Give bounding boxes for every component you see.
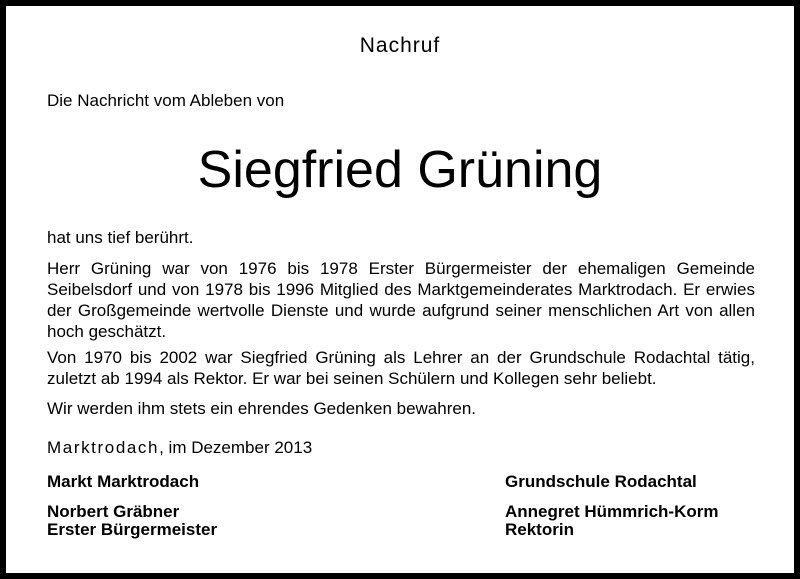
signatory-person-right: Annegret Hümmrich-Korm (505, 502, 719, 521)
place-name: Marktrodach (47, 438, 160, 457)
biography-paragraph: Herr Grüning war von 1976 bis 1978 Erster Bürgermeister der ehemaligen Gemeinde Seibelsdorf und von 1978 bis 1996 Mitglied des Marktgemeinderates Marktrodach. Er erwies der Großgemeinde wertvolle Dienste und wurde aufgrund seiner menschlichen Art von allen hoch geschätzt. (47, 259, 755, 341)
deceased-name: Siegfried Grüning (197, 141, 603, 199)
signatory-role-left: Erster Bürgermeister (47, 520, 218, 539)
signatory-role-right: Rektorin (505, 520, 574, 539)
signatory-organization-right: Grundschule Rodachtal (505, 472, 697, 491)
signatory-person-left: Norbert Gräbner (47, 502, 180, 521)
career-paragraph: Von 1970 bis 2002 war Siegfried Grüning als Lehrer an der Grundschule Rodachtal tätig, zuletzt ab 1994 als Rektor. Er war bei seinen Schülern und Kollegen sehr beliebt. (47, 348, 755, 388)
intro-text: Die Nachricht vom Ableben von (47, 91, 285, 110)
date-text: , im Dezember 2013 (159, 438, 313, 457)
remembrance-text: Wir werden ihm stets ein ehrendes Gedenken bewahren. (47, 399, 477, 418)
touched-text: hat uns tief berührt. (47, 228, 194, 247)
signatory-organization-left: Markt Marktrodach (47, 472, 200, 491)
place-date-line (47, 437, 755, 458)
notice-heading: Nachruf (359, 34, 441, 57)
